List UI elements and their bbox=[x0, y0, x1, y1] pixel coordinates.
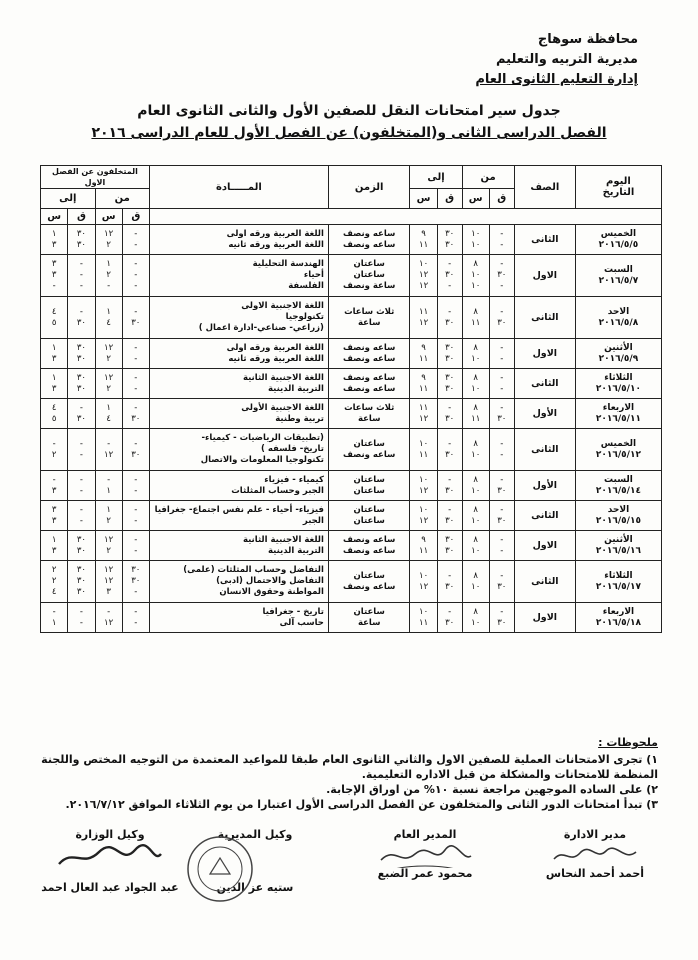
to-hours-cell: ٩ ١١ bbox=[410, 531, 437, 561]
to-minutes-cell: - ٣٠ bbox=[437, 501, 462, 531]
to-minutes-cell: - ٣٠ bbox=[437, 603, 462, 633]
header-day-date: اليوم التاريخ bbox=[575, 166, 661, 209]
late-to-minutes-cell: - - bbox=[68, 429, 95, 471]
from-minutes-cell: - ٣٠ bbox=[489, 297, 514, 339]
duration-cell: ثلاث ساعات ساعة bbox=[328, 399, 410, 429]
day-date-cell: الثلاثاء ٢٠١٦/٥/١٧ bbox=[575, 561, 661, 603]
from-minutes-cell: - ٣٠ bbox=[489, 603, 514, 633]
to-hours-cell: ١٠ ١١ bbox=[410, 603, 437, 633]
late-to-minutes-cell: - ٣٠ bbox=[68, 297, 95, 339]
to-hours-cell: ١١ ١٢ bbox=[410, 399, 437, 429]
subject-cell: اللغة العربية ورقه اولى اللغة العربية ورقه ثانيه bbox=[149, 225, 328, 255]
table-row bbox=[41, 471, 662, 501]
late-from-minutes-cell: - - bbox=[122, 225, 149, 255]
to-hours-cell: ٩ ١١ bbox=[410, 225, 437, 255]
subject-cell: اللغة الاجنبية الأولى تربية وطنية bbox=[149, 399, 328, 429]
from-minutes-cell: - - bbox=[489, 225, 514, 255]
table-row bbox=[41, 369, 662, 399]
grade-cell: الثانى bbox=[514, 225, 575, 255]
to-minutes-cell: ٣٠ ٣٠ bbox=[437, 531, 462, 561]
table-row bbox=[41, 501, 662, 531]
note-3: ٣) تبدأ امتحانات الدور الثانى والمتخلفون عن الفصل الدراسى الأول اعتبارا من يوم الثلاثاء الموافق ٢٠١٦/٧/١٢. bbox=[65, 798, 658, 811]
header-to-s: س bbox=[410, 189, 437, 209]
subject-cell: تاريخ - جغرافيا حاسب آلى bbox=[149, 603, 328, 633]
late-to-minutes-cell: - ٣٠ bbox=[68, 399, 95, 429]
late-to-minutes-cell: ٣٠ ٣٠ ٣٠ bbox=[68, 561, 95, 603]
to-minutes-cell: - ٣٠ bbox=[437, 561, 462, 603]
to-minutes-cell: - ٣٠ bbox=[437, 429, 462, 471]
header-from: من bbox=[462, 166, 514, 189]
to-hours-cell: ١١ ١٢ bbox=[410, 297, 437, 339]
to-minutes-cell: ٣٠ ٣٠ bbox=[437, 369, 462, 399]
notes-title: ملحوظات : bbox=[598, 736, 658, 749]
late-to-minutes-cell: - - bbox=[68, 471, 95, 501]
late-to-hours-cell: - ٢ bbox=[41, 429, 68, 471]
to-minutes-cell: - ٣٠ bbox=[437, 297, 462, 339]
day-date-cell: الاحد ٢٠١٦/٥/٨ bbox=[575, 297, 661, 339]
from-hours-cell: ١٠ ١٠ bbox=[462, 225, 489, 255]
grade-cell: الأول bbox=[514, 471, 575, 501]
header-from-s: س bbox=[462, 189, 489, 209]
signature-directorate-deputy: وكيل المديرية ستيه عز الدين bbox=[195, 828, 315, 894]
subject-cell: (تطبيقات الرياضيات - كيمياء- تاريخ- فلسفه ) تكنولوجيا المعلومات والاتصال bbox=[149, 429, 328, 471]
late-from-hours-cell: ١ ٤ bbox=[95, 297, 122, 339]
header-late-from-q: ق bbox=[122, 209, 149, 225]
subject-cell: التفاضل وحساب المثلثات (علمى) التفاضل والاحتمال (ادبى) المواطنة وحقوق الانسان bbox=[149, 561, 328, 603]
duration-cell: ساعتان ساعه ونصف bbox=[328, 429, 410, 471]
late-from-minutes-cell: ٣٠ ٣٠ - bbox=[122, 561, 149, 603]
to-minutes-cell: - ٣٠ - bbox=[437, 255, 462, 297]
grade-cell: الاول bbox=[514, 255, 575, 297]
from-minutes-cell: - ٣٠ bbox=[489, 501, 514, 531]
table-row bbox=[41, 339, 662, 369]
handwritten-signature-icon bbox=[55, 844, 165, 870]
header-from-q: ق bbox=[489, 189, 514, 209]
subject-cell: فيزياء- أحياء - علم نفس اجتماع- جغرافيا الجبر bbox=[149, 501, 328, 531]
to-minutes-cell: - ٣٠ bbox=[437, 471, 462, 501]
late-to-hours-cell: - ١ bbox=[41, 603, 68, 633]
duration-cell: ساعتان ساعتان ساعة ونصف bbox=[328, 255, 410, 297]
late-to-minutes-cell: ٣٠ ٣٠ bbox=[68, 339, 95, 369]
duration-cell: ساعه ونصف ساعه ونصف bbox=[328, 339, 410, 369]
table-row bbox=[41, 603, 662, 633]
late-from-hours-cell: ١ ٢ bbox=[95, 501, 122, 531]
late-to-minutes-cell: ٣٠ ٣٠ bbox=[68, 531, 95, 561]
subject-cell: اللغة العربية ورقه اولى اللغة العربية ورقه ثانيه bbox=[149, 339, 328, 369]
duration-cell: ساعه ونصف ساعه ونصف bbox=[328, 531, 410, 561]
to-hours-cell: ١٠ ١٢ ١٢ bbox=[410, 255, 437, 297]
from-hours-cell: ٨ ١٠ bbox=[462, 531, 489, 561]
to-hours-cell: ١٠ ١٢ bbox=[410, 501, 437, 531]
handwritten-signature-icon bbox=[550, 844, 640, 866]
signatures-block bbox=[40, 828, 660, 938]
table-row bbox=[41, 531, 662, 561]
to-hours-cell: ٩ ١١ bbox=[410, 369, 437, 399]
table-row bbox=[41, 429, 662, 471]
late-from-hours-cell: ١٢ ٢ bbox=[95, 339, 122, 369]
late-from-hours-cell: - ١٢ bbox=[95, 603, 122, 633]
to-minutes-cell: - ٣٠ bbox=[437, 399, 462, 429]
late-to-hours-cell: ١ ٣ bbox=[41, 225, 68, 255]
late-from-hours-cell: ١٢ ٢ bbox=[95, 225, 122, 255]
duration-cell: ساعتان ساعة bbox=[328, 603, 410, 633]
grade-cell: الثانى bbox=[514, 369, 575, 399]
header-to: إلى bbox=[410, 166, 462, 189]
from-minutes-cell: - ٣٠ bbox=[489, 399, 514, 429]
late-from-hours-cell: - ١٢ bbox=[95, 429, 122, 471]
late-to-hours-cell: ٤ ٥ bbox=[41, 297, 68, 339]
from-minutes-cell: - ٣٠ bbox=[489, 471, 514, 501]
header-late-from: من bbox=[95, 189, 149, 209]
day-date-cell: الثلاثاء ٢٠١٦/٥/١٠ bbox=[575, 369, 661, 399]
late-from-hours-cell: ١ ٤ bbox=[95, 399, 122, 429]
official-stamp-icon bbox=[185, 834, 255, 904]
note-1: ١) تجرى الامتحانات العملية للصفين الاول والثاني الثانوى العام طبقا للمواعيد المعتمدة من التوجيه المختص واللجنة المنظمة للامتحانات والمشكلة من قبل الاداره التعليمية. bbox=[41, 753, 658, 781]
day-date-cell: الأثنين ٢٠١٦/٥/١٦ bbox=[575, 531, 661, 561]
late-from-minutes-cell: - - bbox=[122, 471, 149, 501]
late-from-minutes-cell: - - bbox=[122, 339, 149, 369]
signature-general-director: المدير العام محمود عمر الضبع bbox=[355, 828, 495, 880]
late-from-hours-cell: ١٢ ١٢ ٣ bbox=[95, 561, 122, 603]
day-date-cell: الاحد ٢٠١٦/٥/١٥ bbox=[575, 501, 661, 531]
late-to-hours-cell: ٤ ٥ bbox=[41, 399, 68, 429]
late-to-hours-cell: ١ ٣ bbox=[41, 369, 68, 399]
header-spacer bbox=[149, 209, 661, 225]
from-minutes-cell: - - bbox=[489, 369, 514, 399]
header-subject: المـــــادة bbox=[149, 166, 328, 209]
duration-cell: ساعتان ساعتان bbox=[328, 471, 410, 501]
late-from-minutes-cell: - - bbox=[122, 531, 149, 561]
from-minutes-cell: - - bbox=[489, 429, 514, 471]
subject-cell: اللغة الاجنبية الثانية التربية الدينية bbox=[149, 531, 328, 561]
from-hours-cell: ٨ ١٠ bbox=[462, 429, 489, 471]
table-row bbox=[41, 561, 662, 603]
header-late-to-s: س bbox=[41, 209, 68, 225]
grade-cell: الاول bbox=[514, 339, 575, 369]
day-date-cell: السبت ٢٠١٦/٥/١٤ bbox=[575, 471, 661, 501]
from-hours-cell: ٨ ١٠ bbox=[462, 471, 489, 501]
day-date-cell: الأثنين ٢٠١٦/٥/٩ bbox=[575, 339, 661, 369]
late-to-hours-cell: ١ ٣ bbox=[41, 339, 68, 369]
title-line-1: جدول سير امتحانات النقل للصفين الأول والثانى الثانوى العام bbox=[137, 103, 561, 119]
table-row bbox=[41, 225, 662, 255]
grade-cell: الثانى bbox=[514, 297, 575, 339]
subject-cell: اللغة الاجنبية الاولى تكنولوجيا (زراعي- صناعي-ادارة اعمال ) bbox=[149, 297, 328, 339]
late-from-minutes-cell: - - bbox=[122, 501, 149, 531]
table-row bbox=[41, 297, 662, 339]
late-from-minutes-cell: - ٣٠ bbox=[122, 399, 149, 429]
day-date-cell: الخميس ٢٠١٦/٥/١٢ bbox=[575, 429, 661, 471]
subject-cell: اللغة الاجنبية الثانية التربية الدينية bbox=[149, 369, 328, 399]
late-from-hours-cell: ١٢ ٢ bbox=[95, 531, 122, 561]
header-late-to: إلى bbox=[41, 189, 96, 209]
from-hours-cell: ٨ ١٠ bbox=[462, 369, 489, 399]
header-late-from-s: س bbox=[95, 209, 122, 225]
issuer-header bbox=[475, 30, 638, 90]
header-late-to-q: ق bbox=[68, 209, 95, 225]
late-to-minutes-cell: - - - bbox=[68, 255, 95, 297]
late-from-minutes-cell: - - bbox=[122, 369, 149, 399]
from-hours-cell: ٨ ١١ bbox=[462, 399, 489, 429]
day-date-cell: الاربعاء ٢٠١٦/٥/١١ bbox=[575, 399, 661, 429]
from-minutes-cell: - ٣٠ - bbox=[489, 255, 514, 297]
to-minutes-cell: ٣٠ ٣٠ bbox=[437, 225, 462, 255]
day-date-cell: الخميس ٢٠١٦/٥/٥ bbox=[575, 225, 661, 255]
subject-cell: كيمياء - فيزياء الجبر وحساب المثلثات bbox=[149, 471, 328, 501]
late-from-hours-cell: ١٢ ٢ bbox=[95, 369, 122, 399]
to-hours-cell: ١٠ ١٢ bbox=[410, 561, 437, 603]
late-to-hours-cell: ٣ ٣ - bbox=[41, 255, 68, 297]
document-title bbox=[0, 100, 698, 144]
table-row bbox=[41, 399, 662, 429]
late-from-minutes-cell: - ٣٠ bbox=[122, 297, 149, 339]
exam-schedule-table bbox=[40, 165, 662, 633]
duration-cell: ثلاث ساعات ساعة bbox=[328, 297, 410, 339]
late-to-minutes-cell: ٣٠ ٣٠ bbox=[68, 369, 95, 399]
from-minutes-cell: - - bbox=[489, 339, 514, 369]
signature-ministry-deputy: وكيل الوزارة عبد الجواد عبد العال احمد bbox=[41, 828, 179, 894]
to-hours-cell: ٩ ١١ bbox=[410, 339, 437, 369]
duration-cell: ساعتان ساعه ونصف bbox=[328, 561, 410, 603]
subject-cell: الهندسة التحليلية أحياء الفلسفة bbox=[149, 255, 328, 297]
grade-cell: الاول bbox=[514, 603, 575, 633]
to-hours-cell: ١٠ ١٢ bbox=[410, 471, 437, 501]
late-from-hours-cell: ١ ٢ - bbox=[95, 255, 122, 297]
from-hours-cell: ٨ ١٠ bbox=[462, 339, 489, 369]
table-row bbox=[41, 255, 662, 297]
day-date-cell: الاربعاء ٢٠١٦/٥/١٨ bbox=[575, 603, 661, 633]
title-line-2: الفصل الدراسى الثانى و(المتخلفون) عن الفصل الأول للعام الدراسى ٢٠١٦ bbox=[91, 125, 607, 141]
to-minutes-cell: ٣٠ ٣٠ bbox=[437, 339, 462, 369]
late-from-minutes-cell: - ٣٠ bbox=[122, 429, 149, 471]
header-to-q: ق bbox=[437, 189, 462, 209]
grade-cell: الثانى bbox=[514, 501, 575, 531]
header-late: المتخلفون عن الفصل الاول bbox=[41, 166, 150, 189]
from-hours-cell: ٨ ١٠ bbox=[462, 603, 489, 633]
header-directorate: مديرية التربيه والتعليم bbox=[495, 52, 638, 67]
late-to-hours-cell: ٣ ٣ bbox=[41, 501, 68, 531]
late-to-hours-cell: - ٣ bbox=[41, 471, 68, 501]
handwritten-signature-icon bbox=[375, 844, 475, 868]
header-administration: إدارة التعليم الثانوى العام bbox=[475, 72, 638, 87]
day-date-cell: السبت ٢٠١٦/٥/٧ bbox=[575, 255, 661, 297]
from-hours-cell: ٨ ١٠ ١٠ bbox=[462, 255, 489, 297]
late-to-minutes-cell: - - bbox=[68, 603, 95, 633]
notes-section bbox=[38, 735, 658, 812]
duration-cell: ساعتان ساعتان bbox=[328, 501, 410, 531]
grade-cell: الأول bbox=[514, 399, 575, 429]
from-minutes-cell: - ٣٠ bbox=[489, 561, 514, 603]
from-hours-cell: ٨ ١٠ bbox=[462, 561, 489, 603]
late-to-hours-cell: ٢ ٢ ٤ bbox=[41, 561, 68, 603]
grade-cell: الثانى bbox=[514, 429, 575, 471]
from-minutes-cell: - - bbox=[489, 531, 514, 561]
signature-admin-director: مدير الادارة أحمد أحمد النحاس bbox=[545, 828, 645, 880]
grade-cell: الثانى bbox=[514, 561, 575, 603]
note-2: ٢) على الساده الموجهين مراجعة نسبة ١٠% من اوراق الإجابة. bbox=[326, 783, 658, 796]
grade-cell: الاول bbox=[514, 531, 575, 561]
late-to-hours-cell: ١ ٣ bbox=[41, 531, 68, 561]
header-duration: الزمن bbox=[328, 166, 410, 209]
late-from-minutes-cell: - - - bbox=[122, 255, 149, 297]
late-from-minutes-cell: - - bbox=[122, 603, 149, 633]
header-grade: الصف bbox=[514, 166, 575, 209]
from-hours-cell: ٨ ١١ bbox=[462, 297, 489, 339]
late-to-minutes-cell: - - bbox=[68, 501, 95, 531]
header-governorate: محافظة سوهاج bbox=[537, 32, 638, 47]
to-hours-cell: ١٠ ١١ bbox=[410, 429, 437, 471]
late-to-minutes-cell: ٣٠ ٣٠ bbox=[68, 225, 95, 255]
late-from-hours-cell: - ١ bbox=[95, 471, 122, 501]
from-hours-cell: ٨ ١٠ bbox=[462, 501, 489, 531]
duration-cell: ساعه ونصف ساعه ونصف bbox=[328, 369, 410, 399]
duration-cell: ساعه ونصف ساعه ونصف bbox=[328, 225, 410, 255]
